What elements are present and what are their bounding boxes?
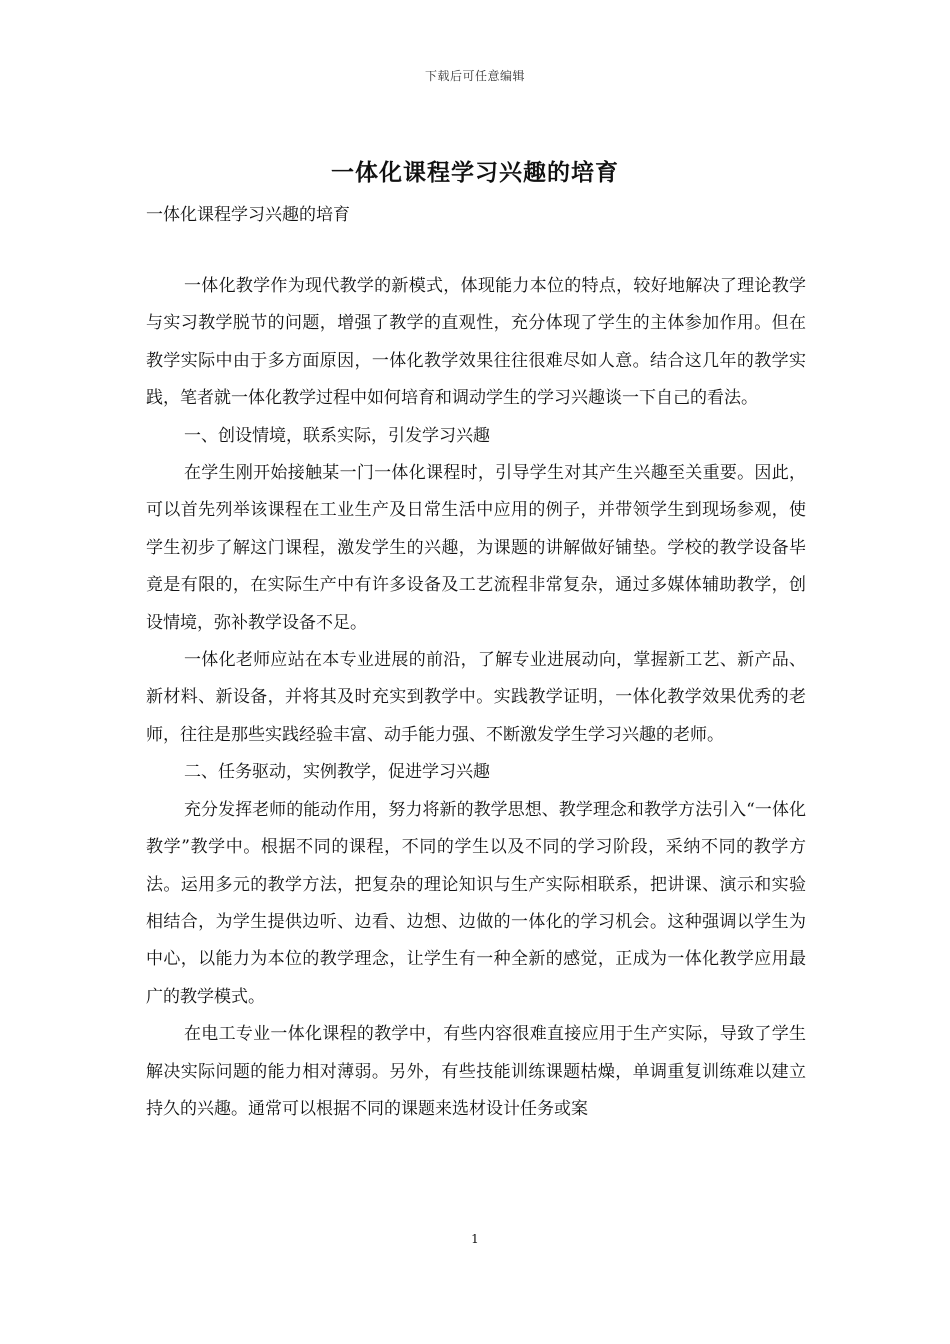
section-heading-1: 一、创设情境，联系实际，引发学习兴趣 (184, 425, 490, 446)
page-number: 1 (471, 1232, 479, 1246)
paragraph: 一体化老师应站在本专业进展的前沿，了解专业进展动向，掌握新工艺、新产品、新材料、新设备，并将其及时充实到教学中。实践教学证明，一体化教学效果优秀的老师，往往是那些实践经验丰富、动手能力强、不断激发学生学习兴趣的老师。 (146, 650, 806, 745)
paragraph: 在电工专业一体化课程的教学中，有些内容很难直接应用于生产实际，导致了学生解决实际问题的能力相对薄弱。另外，有些技能训练课题枯燥，单调重复训练难以建立持久的兴趣。通常可以根据不同的课题来选材设计任务或案 (146, 1024, 806, 1119)
section-heading-2: 二、任务驱动，实例教学，促进学习兴趣 (184, 762, 490, 783)
document-title: 一体化课程学习兴趣的培育 (331, 159, 619, 186)
paragraph: 在学生刚开始接触某一门一体化课程时，引导学生对其产生兴趣至关重要。因此，可以首先列举该课程在工业生产及日常生活中应用的例子，并带领学生到现场参观，使学生初步了解这门课程，激发学生的兴趣，为课题的讲解做好铺垫。学校的教学设备毕竟是有限的，在实际生产中有许多设备及工艺流程非常复杂，通过多媒体辅助教学，创设情境，弥补教学设备不足。 (146, 463, 806, 633)
document-subtitle: 一体化课程学习兴趣的培育 (146, 205, 350, 225)
paragraph-intro: 一体化教学作为现代教学的新模式，体现能力本位的特点，较好地解决了理论教学与实习教学脱节的问题，增强了教学的直观性，充分体现了学生的主体参加作用。但在教学实际中由于多方面原因，一体化教学效果往往很难尽如人意。结合这几年的教学实践，笔者就一体化教学过程中如何培育和调动学生的学习兴趣谈一下自己的看法。 (146, 276, 806, 409)
document-body (146, 268, 806, 1128)
page-header-note: 下载后可任意编辑 (424, 69, 525, 83)
paragraph: 充分发挥老师的能动作用，努力将新的教学思想、教学理念和教学方法引入“一体化教学”教学中。根据不同的课程，不同的学生以及不同的学习阶段，采纳不同的教学方法。运用多元的教学方法，把复杂的理论知识与生产实际相联系，把讲课、演示和实验相结合，为学生提供边听、边看、边想、边做的一体化的学习机会。这种强调以学生为中心，以能力为本位的教学理念，让学生有一种全新的感觉，正成为一体化教学应用最广的教学模式。 (146, 799, 806, 1007)
